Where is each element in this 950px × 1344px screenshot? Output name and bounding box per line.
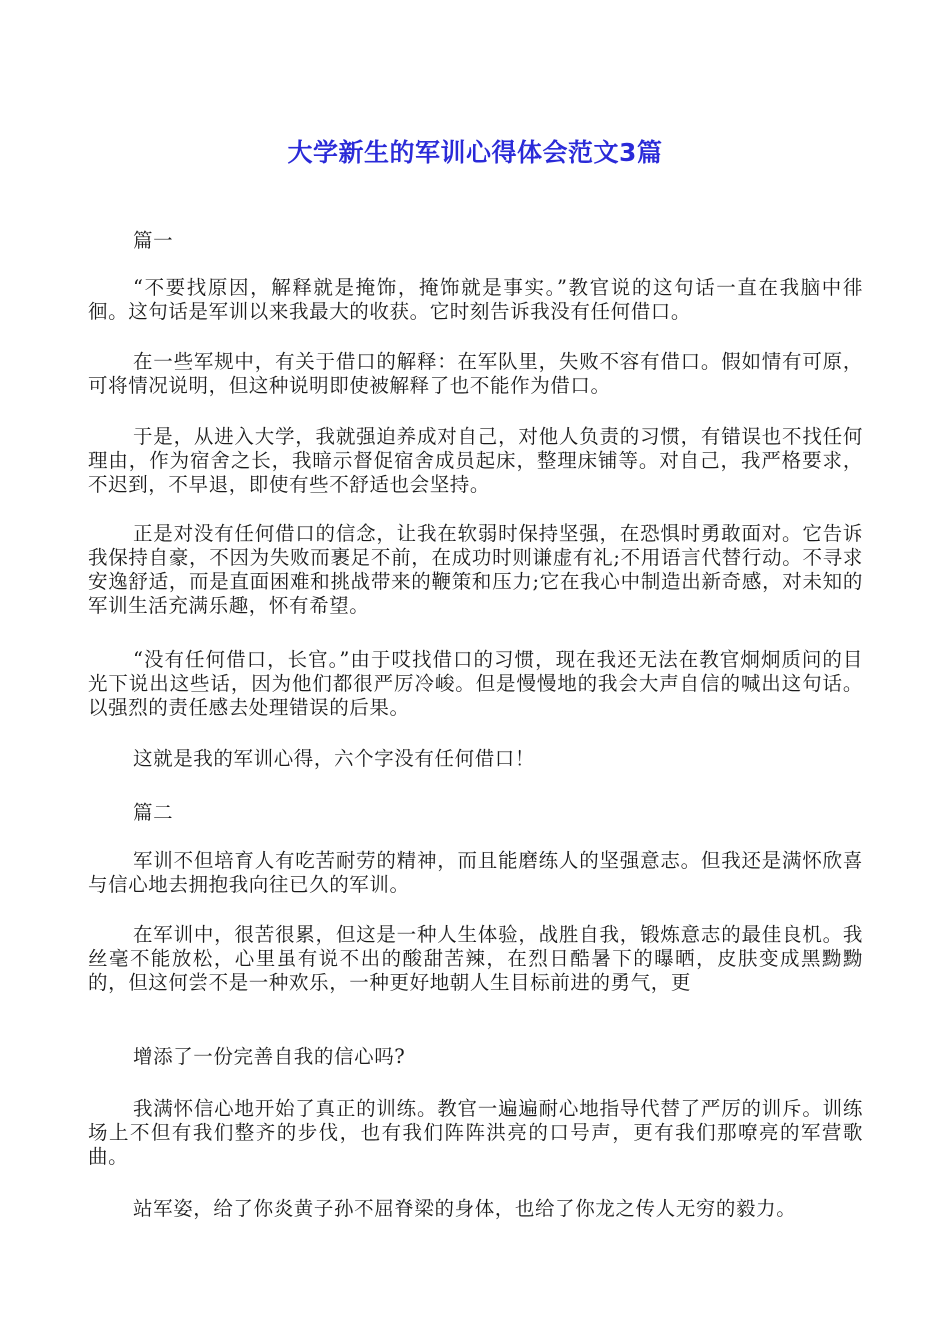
paragraph: “不要找原因，解释就是掩饰，掩饰就是事实。”教官说的这句话一直在我脑中徘徊。这句话是军训以来我最大的收获。它时刻告诉我没有任何借口。 <box>88 276 863 323</box>
paragraph: 在军训中，很苦很累，但这是一种人生体验，战胜自我，锻炼意志的最佳良机。我丝毫不能放松，心里虽有说不出的酸甜苦辣，在烈日酷暑下的曝晒，皮肤变成黑黝黝的，但这何尝不是一种欢乐，一种更好地朝人生目标前进的勇气，更 <box>88 923 863 994</box>
paragraph: 军训不但培育人有吃苦耐劳的精神，而且能磨练人的坚强意志。但我还是满怀欣喜与信心地去拥抱我向往已久的军训。 <box>88 849 863 896</box>
section-heading: 篇二 <box>133 801 174 824</box>
paragraph: 正是对没有任何借口的信念，让我在软弱时保持坚强，在恐惧时勇敢面对。它告诉我保持自豪，不因为失败而裹足不前，在成功时则谦虚有礼;不用语言代替行动。不寻求安逸舒适，而是直面困难和挑战带来的鞭策和压力;它在我心中制造出新奇感，对未知的军训生活充满乐趣，怀有希望。 <box>88 522 863 617</box>
paragraph: 于是，从进入大学，我就强迫养成对自己，对他人负责的习惯，有错误也不找任何理由，作为宿舍之长，我暗示督促宿舍成员起床，整理床铺等。对自己，我严格要求，不迟到，不早退，即使有些不舒适也会坚持。 <box>88 425 863 496</box>
paragraph: “没有任何借口，长官。”由于哎找借口的习惯，现在我还无法在教官炯炯质问的目光下说出这些话，因为他们都很严厉冷峻。但是慢慢地的我会大声自信的喊出这句话。以强烈的责任感去处理错误的后果。 <box>88 648 863 719</box>
paragraph: 站军姿，给了你炎黄子孙不屈脊梁的身体，也给了你龙之传人无穷的毅力。 <box>133 1197 797 1220</box>
paragraph: 我满怀信心地开始了真正的训练。教官一遍遍耐心地指导代替了严厉的训斥。训练场上不但有我们整齐的步伐，也有我们阵阵洪亮的口号声，更有我们那嘹亮的军营歌曲。 <box>88 1097 863 1168</box>
paragraph: 在一些军规中，有关于借口的解释：在军队里，失败不容有借口。假如情有可原，可将情况说明，但这种说明即使被解释了也不能作为借口。 <box>88 350 863 397</box>
section-heading: 篇一 <box>133 229 174 252</box>
paragraph: 这就是我的军训心得，六个字没有任何借口！ <box>133 747 536 770</box>
document-title: 大学新生的军训心得体会范文3篇 <box>287 138 663 167</box>
paragraph: 增添了一份完善自我的信心吗? <box>133 1045 406 1068</box>
